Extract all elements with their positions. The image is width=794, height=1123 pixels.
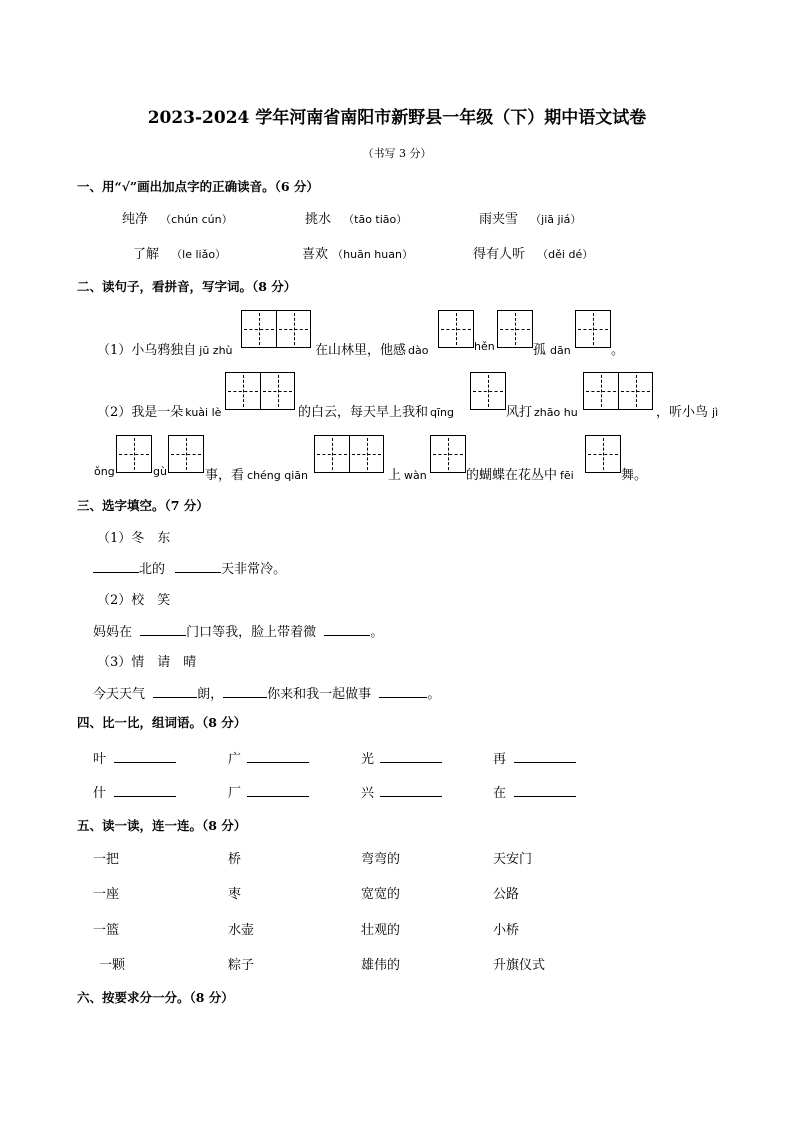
s2-pinyin: dào	[408, 344, 429, 357]
s3-text: 朗，	[197, 687, 224, 702]
s3-q1-line	[93, 558, 286, 577]
s2-pinyin: dān	[550, 344, 571, 357]
page-subtitle: （书写 3 分）	[362, 147, 432, 160]
s2-l3-pinyin-a	[94, 464, 115, 479]
s2-pinyin: chéng qiān	[247, 469, 309, 482]
s4-pair	[493, 782, 576, 801]
s3-text: 北的	[139, 562, 166, 577]
writing-grid[interactable]	[470, 372, 506, 410]
s1-pinyin: （huān huan）	[332, 248, 413, 261]
s4-pair	[361, 782, 442, 801]
s4-pair	[361, 748, 442, 767]
s2-text: 事，看	[205, 468, 245, 483]
answer-blank[interactable]	[223, 696, 267, 698]
s4-char: 广	[228, 752, 242, 767]
answer-blank[interactable]	[153, 696, 197, 698]
answer-blank[interactable]	[175, 571, 221, 573]
s4-char: 再	[493, 752, 507, 767]
s2-l1-text-c	[474, 339, 495, 354]
s2-text: ，听小鸟	[656, 405, 709, 420]
s1-pinyin: （tāo tiāo）	[343, 213, 408, 226]
s5-word[interactable]: 粽子	[228, 958, 255, 973]
answer-blank[interactable]	[93, 571, 139, 573]
s2-pinyin: wàn	[404, 469, 427, 482]
s3-text: 今天天气	[93, 687, 146, 702]
s5-word[interactable]: 公路	[493, 887, 520, 902]
writing-grid[interactable]	[116, 435, 152, 473]
s1-item-1	[122, 208, 233, 227]
answer-blank[interactable]	[514, 761, 576, 763]
answer-blank[interactable]	[140, 634, 186, 636]
section-5-heading: 五、读一读，连一连。（8 分）	[77, 818, 247, 833]
writing-grid[interactable]	[438, 310, 474, 348]
s4-pair	[493, 748, 576, 767]
s5-word[interactable]: 一颗	[99, 958, 126, 973]
s1-pinyin: （le liǎo）	[171, 248, 227, 261]
writing-grid[interactable]	[583, 372, 653, 410]
s5-word[interactable]: 一篮	[93, 923, 120, 938]
s2-l3-text-a	[205, 464, 308, 483]
writing-grid[interactable]	[241, 310, 311, 348]
s2-pinyin: hěn	[474, 340, 495, 353]
s2-text: 的白云，每天早上我和	[298, 405, 429, 420]
s2-l2-text-a	[97, 401, 221, 420]
s2-text: （1）小乌鸦独自	[97, 343, 197, 358]
s4-char: 兴	[361, 786, 375, 801]
s3-q1-options: （1）冬 东	[97, 531, 171, 546]
answer-blank[interactable]	[247, 795, 309, 797]
s1-pinyin: （jiā jiá）	[530, 213, 582, 226]
s2-l1-text-d	[533, 339, 571, 358]
s1-item-4	[133, 243, 226, 262]
s2-pinyin: kuài lè	[185, 406, 222, 419]
s5-word[interactable]: 弯弯的	[361, 852, 401, 867]
answer-blank[interactable]	[380, 795, 442, 797]
s1-word: 得有人听	[473, 247, 526, 262]
s3-q3-line	[93, 683, 440, 702]
s5-word[interactable]: 壮观的	[361, 923, 401, 938]
section-4-heading: 四、比一比，组词语。（8 分）	[77, 715, 247, 730]
s2-l1-text-a	[97, 339, 233, 358]
section-3-heading: 三、选字填空。（7 分）	[77, 498, 209, 513]
s5-word[interactable]: 天安门	[493, 852, 533, 867]
s2-text: 上	[388, 468, 402, 483]
s1-pinyin: （děi dé）	[537, 248, 594, 261]
s2-l1-text-b	[315, 339, 428, 358]
s2-l3-text-c	[466, 464, 574, 483]
s3-text: 。	[427, 687, 441, 702]
answer-blank[interactable]	[114, 795, 176, 797]
s1-item-2	[305, 208, 407, 227]
section-2-heading: 二、读句子，看拼音，写字词。（8 分）	[77, 279, 297, 294]
s5-word[interactable]: 一把	[93, 852, 120, 867]
s4-pair	[228, 782, 309, 801]
s4-char: 在	[493, 786, 507, 801]
answer-blank[interactable]	[324, 634, 370, 636]
writing-grid[interactable]	[497, 310, 533, 348]
section-6-heading: 六、按要求分一分。（8 分）	[77, 990, 234, 1005]
s4-pair	[93, 748, 176, 767]
writing-grid[interactable]	[430, 435, 466, 473]
s1-item-6	[473, 243, 593, 262]
s3-text: 天非常冷。	[221, 562, 287, 577]
answer-blank[interactable]	[380, 761, 442, 763]
writing-grid[interactable]	[168, 435, 204, 473]
s4-char: 厂	[228, 786, 242, 801]
writing-grid[interactable]	[585, 435, 621, 473]
section-1-heading: 一、用“√”画出加点字的正确读音。（6 分）	[77, 179, 319, 194]
s1-pinyin: （chún cún）	[160, 213, 233, 226]
s3-q2-line	[93, 621, 383, 640]
writing-grid[interactable]	[575, 310, 611, 348]
answer-blank[interactable]	[114, 761, 176, 763]
s2-pinyin: jū zhù	[199, 344, 233, 357]
s2-pinyin: zhāo hu	[534, 406, 578, 419]
s5-word[interactable]: 宽宽的	[361, 887, 401, 902]
s2-l2-text-c	[506, 401, 578, 420]
writing-grid[interactable]	[314, 435, 384, 473]
answer-blank[interactable]	[379, 696, 427, 698]
s4-pair	[228, 748, 309, 767]
s3-q3-options: （3）情 请 晴	[97, 655, 197, 670]
s3-text: 你来和我一起做事	[267, 687, 372, 702]
s1-word: 了解	[133, 247, 160, 262]
answer-blank[interactable]	[247, 761, 309, 763]
s2-l3-text-b	[388, 464, 427, 483]
s1-item-5	[302, 243, 413, 262]
s2-text: （2）我是一朵	[97, 405, 184, 420]
s2-pinyin: ǒng	[94, 465, 115, 478]
s3-text: 门口等我，脸上带着微	[186, 625, 317, 640]
s2-text: 的蝴蝶在花丛中	[466, 468, 558, 483]
writing-grid[interactable]	[225, 372, 295, 410]
s2-l3-end: 舞。	[621, 468, 648, 483]
s3-text: 妈妈在	[93, 625, 133, 640]
s4-char: 什	[93, 786, 107, 801]
s1-word: 挑水	[305, 212, 332, 227]
s1-word: 纯净	[122, 212, 149, 227]
s4-char: 叶	[93, 752, 107, 767]
s2-text: 在山林里，他感	[315, 343, 407, 358]
s3-q2-options: （2）校 笑	[97, 593, 171, 608]
s1-word: 喜欢	[302, 247, 329, 262]
s5-word[interactable]: 枣	[228, 887, 242, 902]
page-title: 2023-2024 学年河南省南阳市新野县一年级（下）期中语文试卷	[147, 108, 647, 128]
s5-word[interactable]: 一座	[93, 887, 120, 902]
s2-text: 孤	[533, 343, 547, 358]
s2-l2-text-d	[656, 401, 718, 420]
s5-word[interactable]: 小桥	[493, 923, 520, 938]
s1-word: 雨夹雪	[479, 212, 519, 227]
answer-blank[interactable]	[514, 795, 576, 797]
s5-word[interactable]: 水壶	[228, 923, 255, 938]
s2-pinyin: qīng	[430, 406, 455, 419]
s2-l1-end: 。	[611, 343, 625, 358]
s2-pinyin: fēi	[560, 469, 574, 482]
s5-word[interactable]: 桥	[228, 852, 242, 867]
s2-l3-pinyin-b	[153, 464, 167, 479]
s5-word[interactable]: 雄伟的	[361, 958, 401, 973]
s2-l2-text-b	[298, 401, 454, 420]
s2-pinyin: gù	[153, 465, 167, 478]
s4-char: 光	[361, 752, 375, 767]
s2-pinyin: jì	[712, 406, 719, 419]
s2-text: 风打	[506, 405, 533, 420]
s4-pair	[93, 782, 176, 801]
s1-item-3	[479, 208, 581, 227]
s3-text: 。	[370, 625, 384, 640]
s5-word[interactable]: 升旗仪式	[493, 958, 546, 973]
